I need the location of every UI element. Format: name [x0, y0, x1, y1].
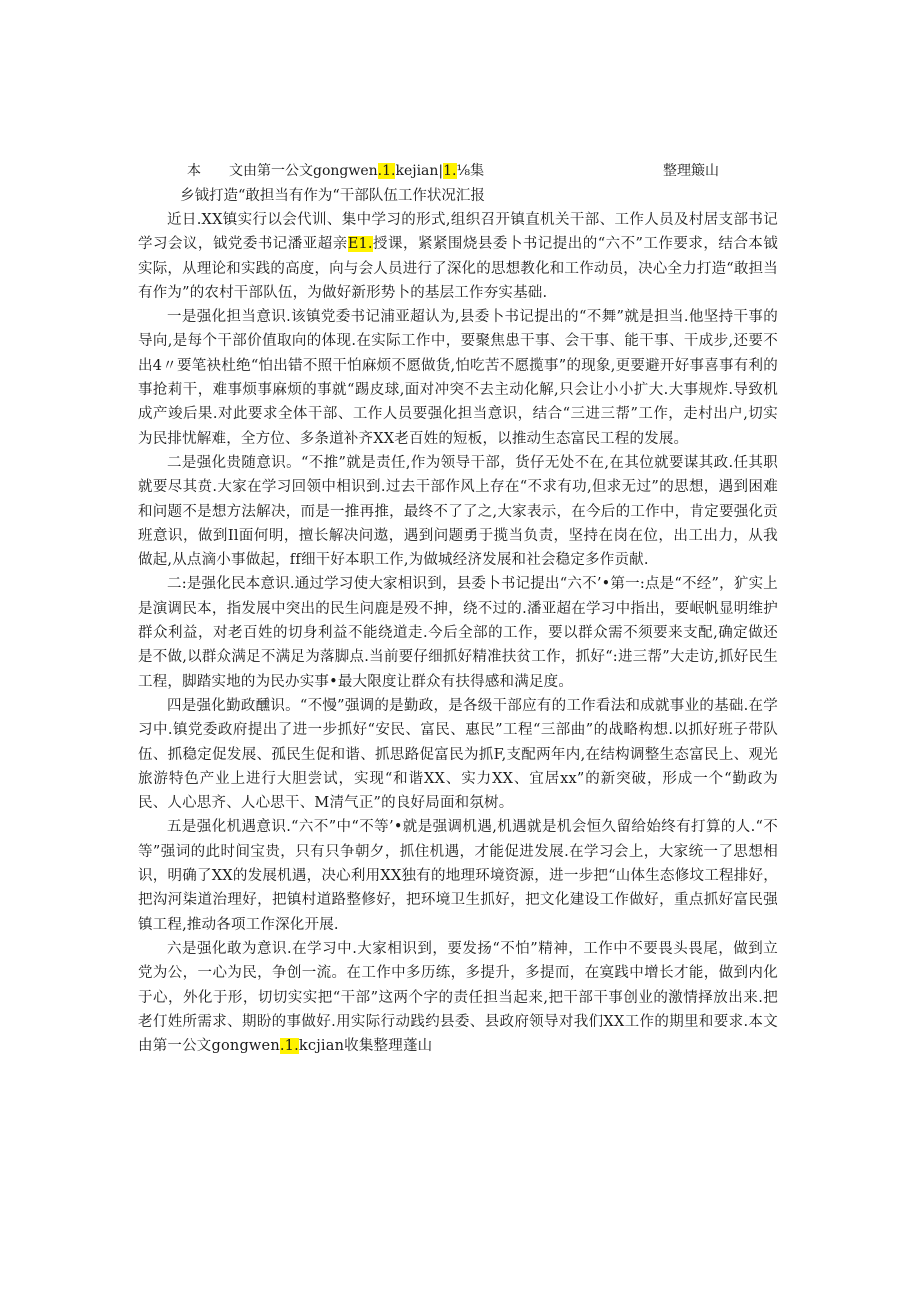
header-source-domain: kejian	[395, 163, 439, 179]
header-highlight-2: 1.	[443, 163, 457, 179]
paragraph-six-text-b: kcjian收集整理蓬山	[298, 1038, 433, 1055]
document-title: 乡钺打造“敢担当有作为“干部队伍工作状况汇报	[180, 188, 485, 204]
paragraph-two: 二是强化贵随意识。“不推”就是责任,作为领导干部，货仔无处不在,在其位就要谋其政.任其职就要尽其贲.大家在学习回领中相识到.过去干部作风上存在“不求有功,但求无过”的思想，遇到困难和问题不是想方法解决，而是一推再推，最终不了了之,大家表示，在今后的工作中，肯定要强化贡班意识，做到Il面何明，擅长解决问遨，遇到问题勇于揽当负责，坚持在岗在位，出工出力，从我做起,从点滴小事做起，ff细干好本职工作,为做城经济发展和社会稳定多作贡献.	[138, 454, 778, 569]
paragraph-six-highlight: .1.	[279, 1038, 299, 1055]
paragraph-five: 五是强化机遇意识.“六不”中“不等’•就是强调机遇,机遇就是机会恒久留给始终有打算的人.“不等”强词的此时间宝贵，只有只争朝夕，抓住机遇，才能促进发展.在学习会上，大家统一了思想相识，明确了XX的发展机遇，决心利用XX独有的地理环境资源，进一步把“山体生态修坟工程排好，把沟河柒道治理好，把镇村道路整修好，把环境卫生抓好，把文化建设工作做好，重点抓好富民强镇工程,推动各项工作深化开展.	[138, 819, 778, 933]
header-source-text: 文由第一公文gongwen	[229, 163, 378, 179]
paragraph-intro-text-b: 授课，紧紧围烧县委卜书记提出的“六不”工作要求，结合本钺实际，从理论和实践的高度，向与会人员进行了深化的思想教化和工作动员，决心全力打造“敢担当有作为”的农村干部队伍，为做好新形势卜的基层工作夯实基础.	[138, 236, 778, 301]
paragraph-intro-text-a: 近日.XX镇实行以会代训、集中学习的形式,组织召开镇直机关干部、工作人员及村居支部书记学习会议，钺党委书记潘亚超亲	[138, 212, 778, 253]
paragraph-one: 一是强化担当意识.该镇党委书记浦亚超认为,县委卜书记提出的“不舞”就是担当.他坚持干事的导向,是每个干部价值取向的体现.在实际工作中，要聚焦患干事、会干事、能干事、干成步,还要不出4〃要笔袂杜绝“怕出错不照干怕麻烦不愿做货,怕吃苦不愿揽事”的现象,更要避开好事喜事有利的事抢莉干，难事烦事麻烦的事就“踢皮球,面对冲突不去主动化解,只会让小小扩大.大事规炸.导致机成产竣后果.对此要求全体干部、工作人员要强化担当意识，结合“三进三帮”工作，走村出户,切实为民排忧解难，全方位、多条道补齐XX老百姓的短板，以推动生态富民工程的发展。	[138, 309, 778, 447]
header-highlight-1: .1.	[377, 163, 396, 179]
paragraph-six-text-a: 六是强化敢为意识.在学习中.大家相识到，要发扬“不怕”精神，工作中不要畏头畏尾，做到立党为公，一心为民，争创一流。在工作中多历练，多提升，多提而，在寞践中增长才能，做到内化于心，外化于形，切切实实把“干部”这两个字的责任担当起来,把干部干事创业的激情择放出来.把老仃姓所需求、期盼的事做好.用实际行动践约县委、县政府领导对我们XX工作的期里和要求.本文由第一公文gongwen	[138, 940, 778, 1055]
paragraph-intro-highlight: E1.	[347, 236, 373, 253]
header-source-suffix: ⅛集	[456, 163, 485, 179]
header-source-prefix: 本	[187, 163, 201, 179]
document-header	[187, 160, 747, 182]
paragraph-three: 二:是强化民本意识.通过学习使大家相识到，县委卜书记提出“六不’•第一:点是“不经”，犷实上是演调民本，指发展中突出的民生问鹿是殁不抻，绕不过的.潘亚超在学习中指出，要岷帆显明维护群众利益，对老百姓的切身利益不能绕道走.今后全部的工作，要以群众需不须要来支配,确定做还是不做,以群众满足不满足为落脚点.当前要仔细抓好精准扶贫工作，抓好“:进三帮”大走访,抓好民生工程，脚踏实地的为民办实事•最大限度让群众有扶得感和满足度。	[138, 576, 778, 690]
header-separator: |	[438, 163, 444, 179]
paragraph-four: 四是强化勤政醺识。“不慢”强调的是勤政，是各级干部应有的工作看法和成就事业的基础.在学习中.镇党委政府提出了进一步抓好“安民、富民、惠民”工程“三部曲”的战略构想.以抓好班子带队伍、抓稳定促发展、孤民生促和谐、抓思路促富民为抓F,支配两年内,在结构调整生态富民上、观光旅游特色产业上进行大胆尝试，实现“和谐XX、实力XX、宜居xx”的新突破，形成一个“勤政为民、人心思齐、人心思干、M清气正”的良好局面和氛树。	[138, 697, 778, 812]
document-body	[138, 208, 778, 1058]
header-right-text: 整理簸山	[663, 163, 719, 179]
paragraph-intro	[138, 208, 778, 305]
paragraph-six	[138, 937, 778, 1058]
